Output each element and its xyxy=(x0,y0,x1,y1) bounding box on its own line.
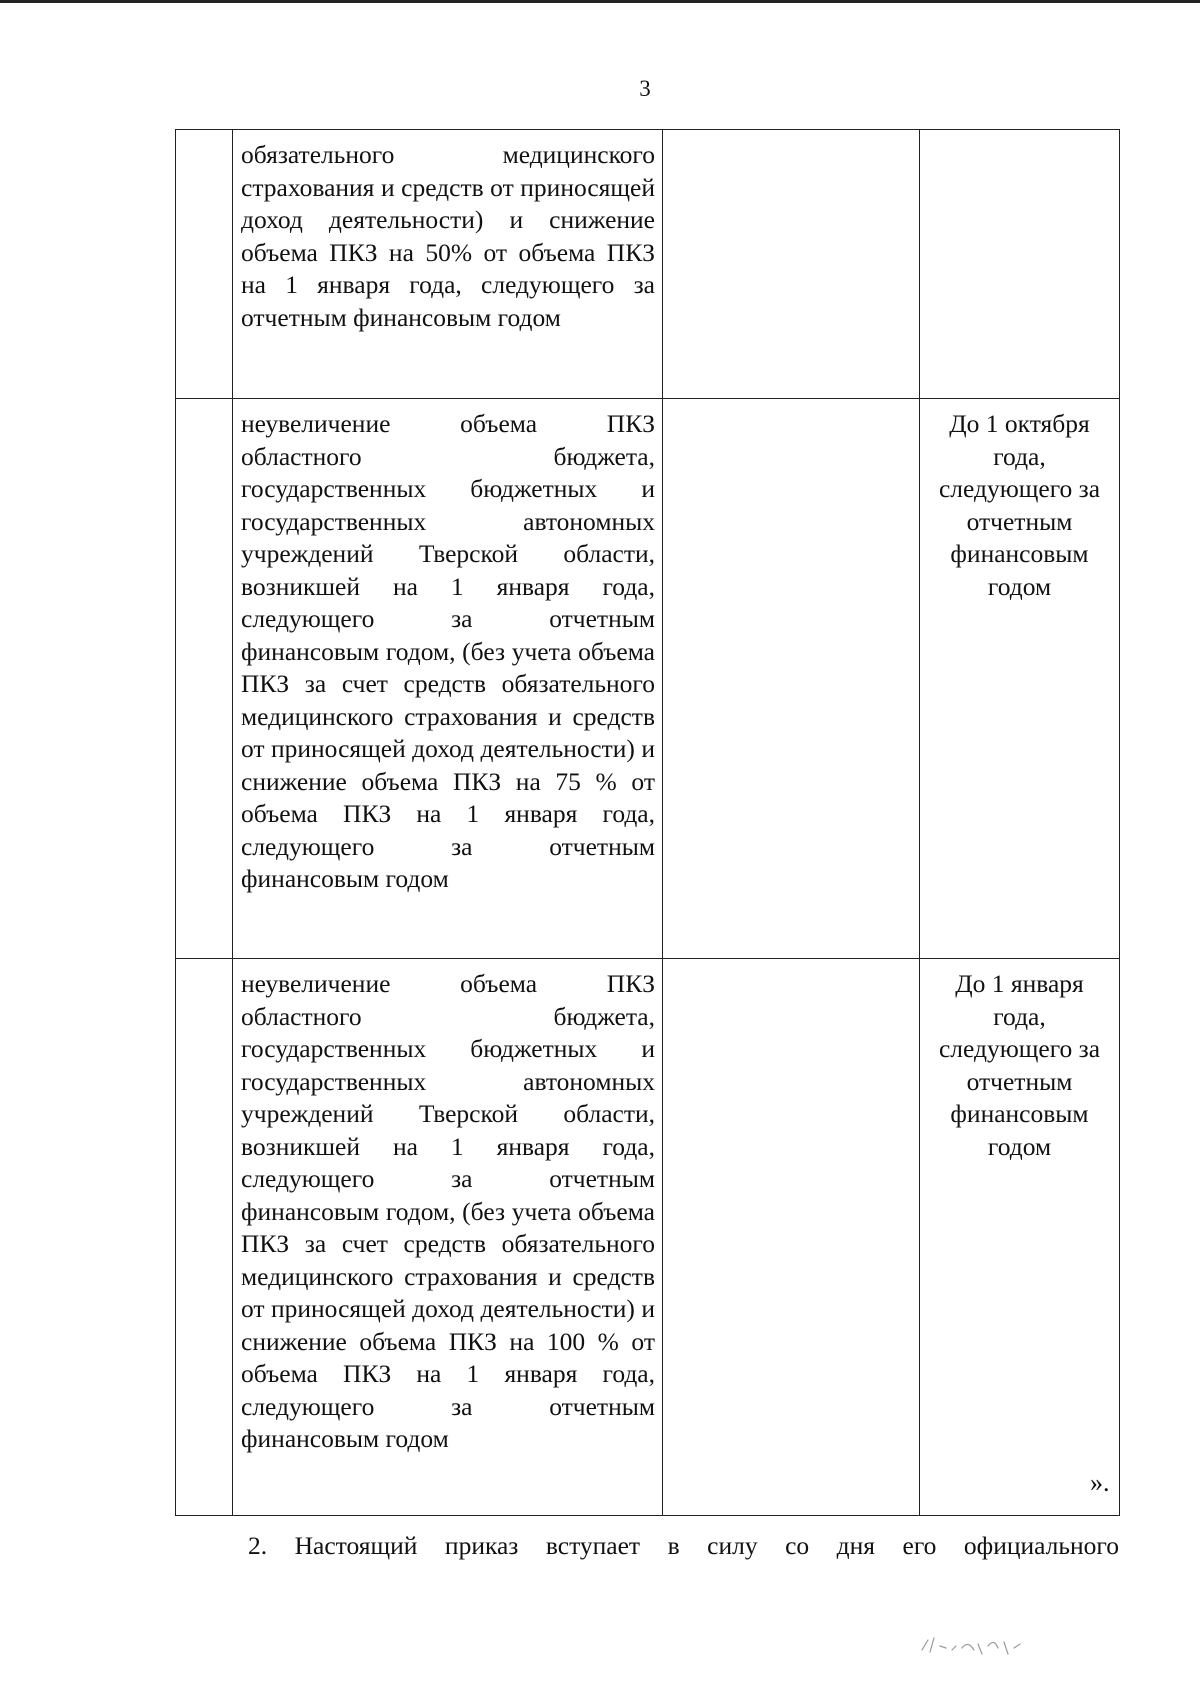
table-row xyxy=(176,399,1120,959)
closing-quote: ». xyxy=(1090,1468,1110,1497)
page-number: 3 xyxy=(639,76,651,101)
deadline-cell xyxy=(920,130,1120,399)
deadline-cell xyxy=(920,399,1120,959)
empty-cell xyxy=(663,130,920,399)
paragraph-item-2: 2. Настоящий приказ вступает в силу со дня его официального xyxy=(248,1531,1119,1560)
empty-cell xyxy=(663,399,920,959)
condition-cell xyxy=(233,399,663,959)
condition-text: неувеличение объема ПКЗ областного бюджета, государственных бюджетных и государственных автономных учреждений Тверской области, возникшей на 1 января года, следующего за отчетным финансовым годом, (без учета объема ПКЗ за счет средств обязательного медицинского страхования и средств от приносящей доход деятельности) и снижение объема ПКЗ на 75 % от объема ПКЗ на 1 января года, следующего за отчетным финансовым годом xyxy=(241,409,655,893)
requirements-table xyxy=(175,129,1120,1516)
deadline-text: До 1 января года, следующего за отчетным финансовым годом xyxy=(938,969,1101,1161)
deadline-text: До 1 октября года, следующего за отчетным финансовым годом xyxy=(938,409,1101,601)
condition-cell xyxy=(233,130,663,399)
table-row xyxy=(176,130,1120,399)
number-cell xyxy=(176,399,233,959)
number-cell xyxy=(176,130,233,399)
condition-text: обязательного медицинского страхования и средств от приносящей доход деятельности) и снижение объема ПКЗ на 50% от объема ПКЗ на 1 января года, следующего за отчетным финансовым годом xyxy=(241,140,655,332)
top-border-line xyxy=(0,0,1200,3)
table-row xyxy=(176,959,1120,1516)
number-cell xyxy=(176,959,233,1516)
faint-signature-mark xyxy=(918,1628,1038,1668)
deadline-cell xyxy=(920,959,1120,1516)
condition-text: неувеличение объема ПКЗ областного бюджета, государственных бюджетных и государственных автономных учреждений Тверской области, возникшей на 1 января года, следующего за отчетным финансовым годом, (без учета объема ПКЗ за счет средств обязательного медицинского страхования и средств от приносящей доход деятельности) и снижение объема ПКЗ на 100 % от объема ПКЗ на 1 января года, следующего за отчетным финансовым годом xyxy=(241,969,655,1453)
empty-cell xyxy=(663,959,920,1516)
condition-cell xyxy=(233,959,663,1516)
